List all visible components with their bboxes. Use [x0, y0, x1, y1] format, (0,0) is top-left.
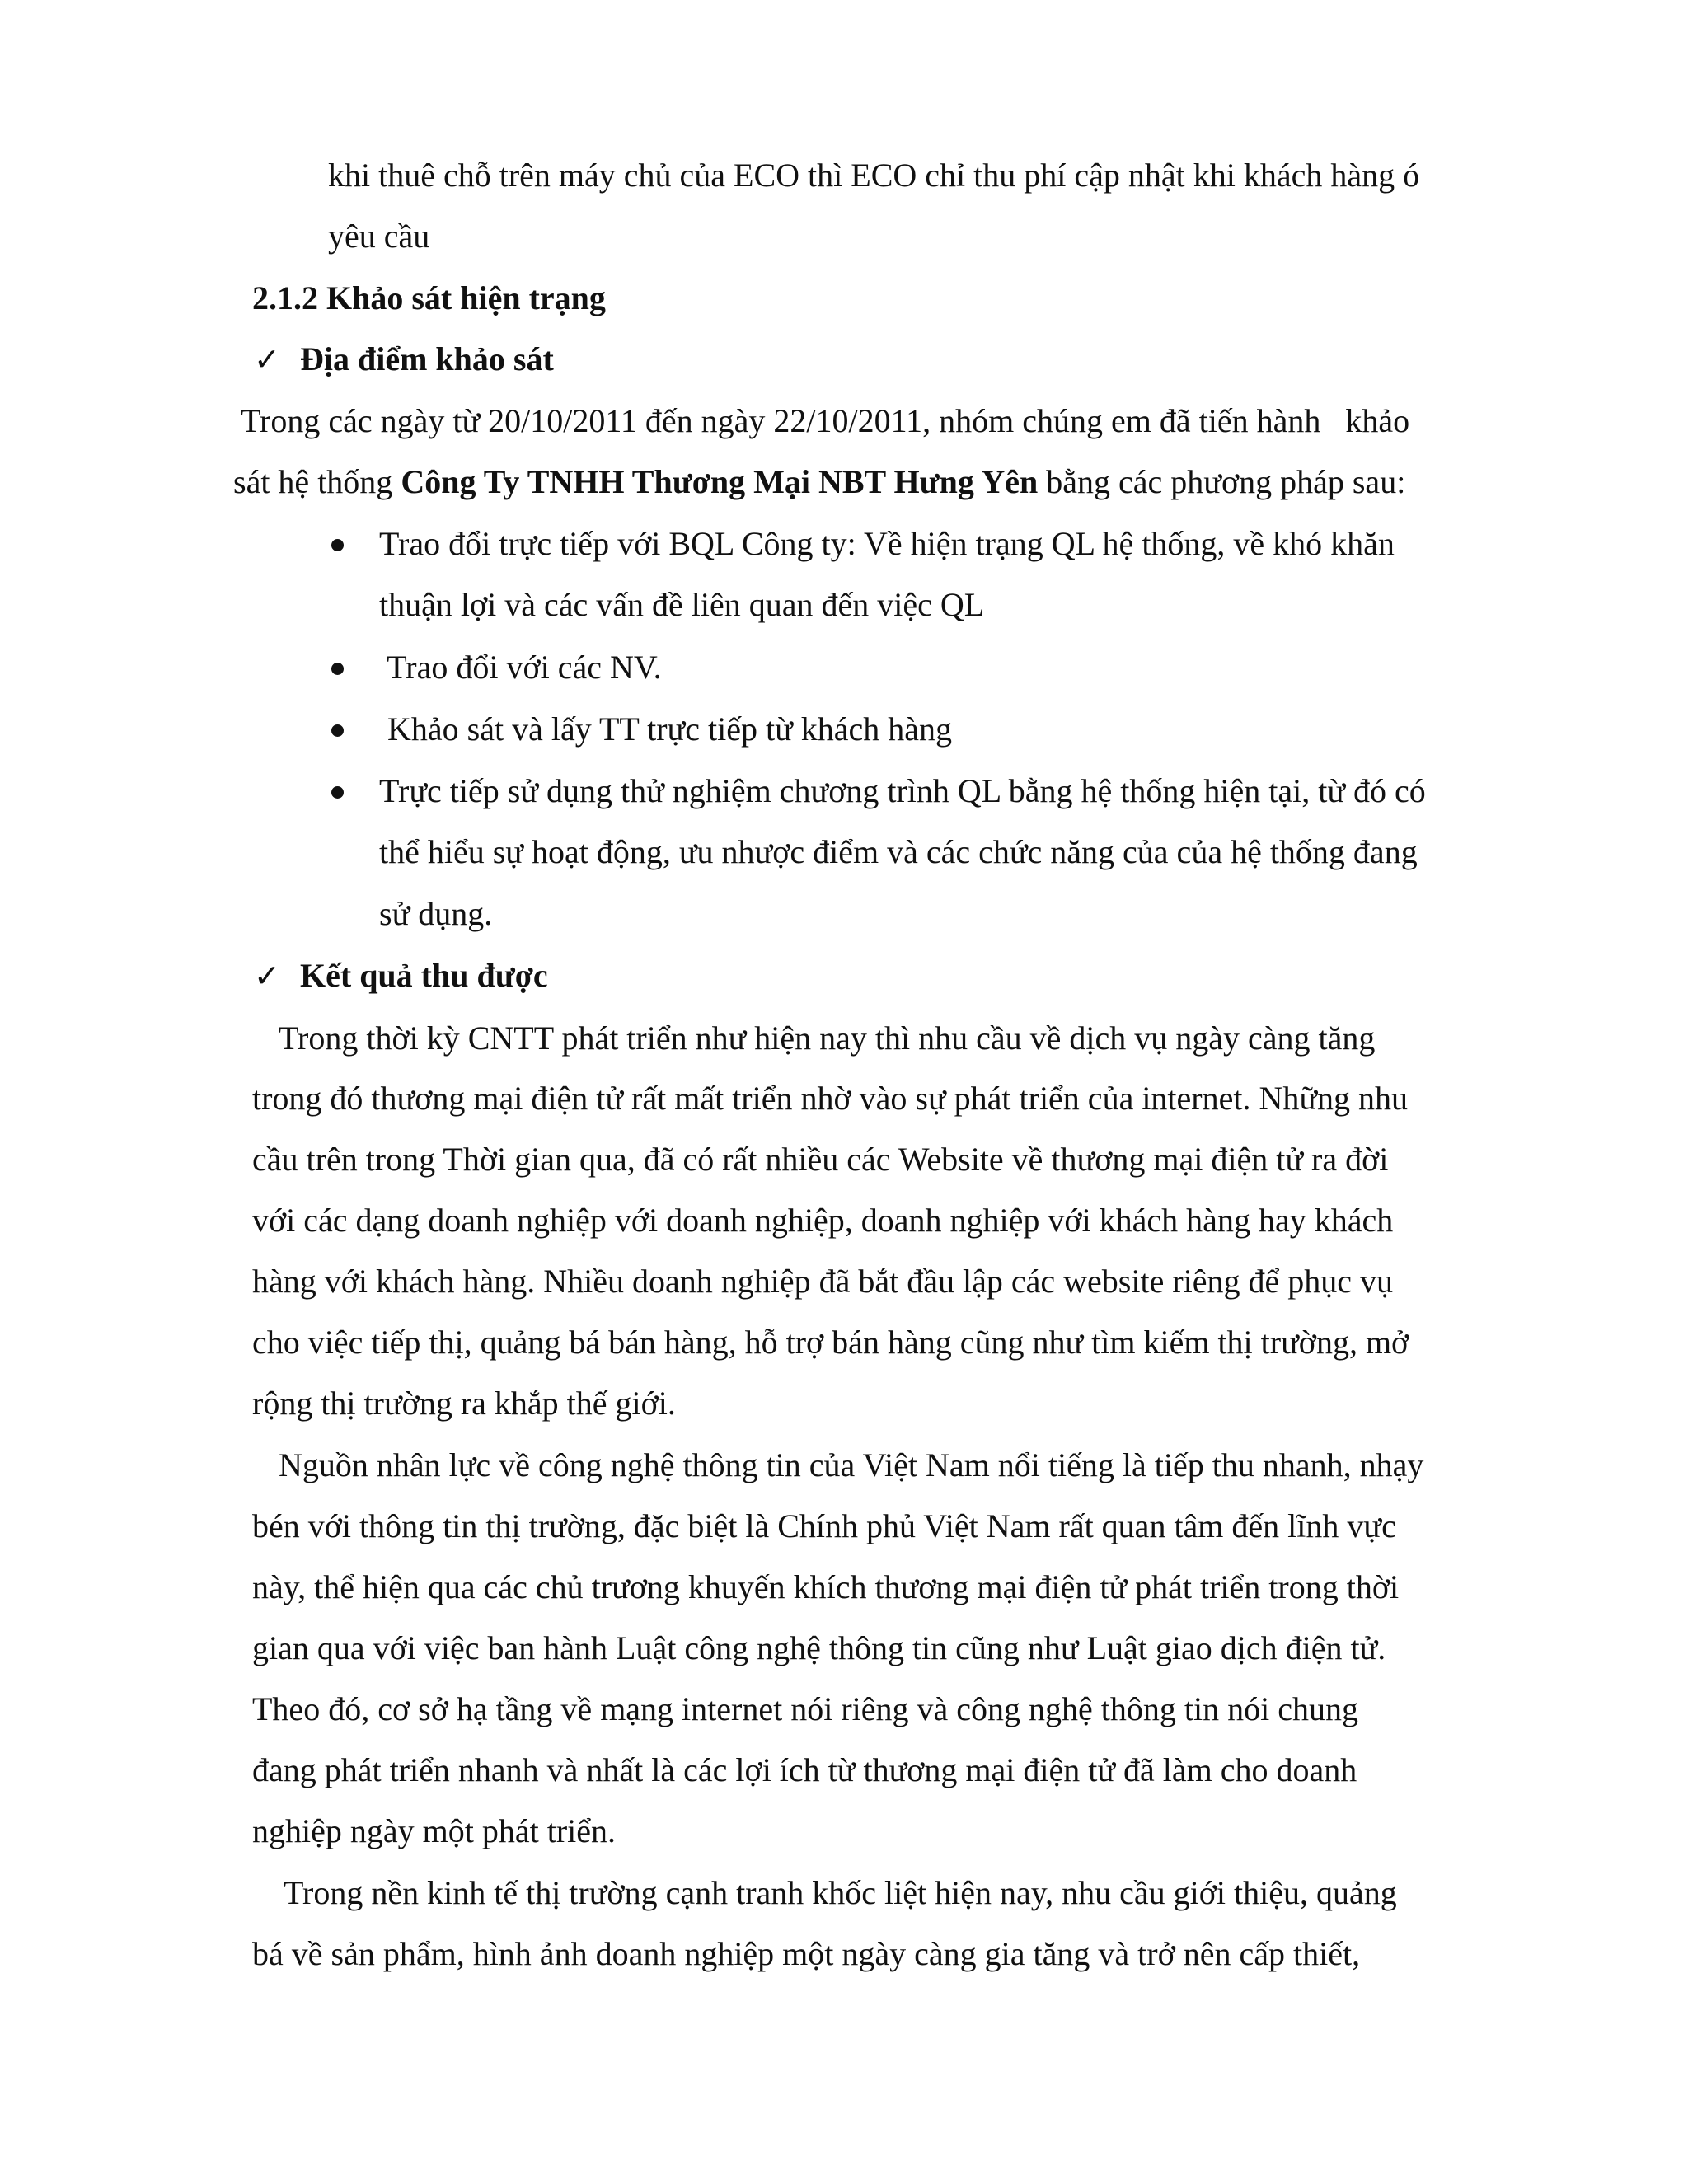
intro-continuation-line-1: khi thuê chỗ trên máy chủ của ECO thì ECO chỉ thu phí cập nhật khi khách hàng ó [328, 157, 1420, 194]
para2-line-2: bén với thông tin thị trường, đặc biệt là Chính phủ Việt Nam rất quan tâm đến lĩnh vực [252, 1507, 1396, 1544]
survey-text-1: Trong các ngày từ 20/10/2011 đến ngày 22/10/2011, nhóm chúng em đã tiến hành khảo [241, 402, 1410, 439]
survey-text-2b: bằng các phương pháp sau: [1038, 463, 1406, 500]
method-4-line-1: Trực tiếp sử dụng thử nghiệm chương trình QL bằng hệ thống hiện tại, từ đó có [379, 772, 1426, 809]
para1-line-6: cho việc tiếp thị, quảng bá bán hàng, hỗ trợ bán hàng cũng như tìm kiếm thị trường, mở [252, 1324, 1409, 1361]
para2-line-5: Theo đó, cơ sở hạ tầng về mạng internet nói riêng và công nghệ thông tin nói chung [252, 1690, 1358, 1727]
method-3-line-1: Khảo sát và lấy TT trực tiếp từ khách hàng [379, 710, 953, 748]
bullet-icon [331, 724, 344, 737]
method-1-line-1: Trao đổi trực tiếp với BQL Công ty: Về hiện trạng QL hệ thống, về khó khăn [379, 525, 1395, 562]
para1-line-1: Trong thời kỳ CNTT phát triển như hiện nay thì nhu cầu về dịch vụ ngày càng tăng [279, 1019, 1376, 1057]
para1-line-5: hàng với khách hàng. Nhiều doanh nghiệp đã bắt đầu lập các website riêng để phục vụ [252, 1263, 1394, 1300]
section-heading: 2.1.2 Khảo sát hiện trạng [252, 279, 606, 316]
survey-text-2a: sát hệ thống [233, 463, 401, 500]
para2-line-1: Nguồn nhân lực về công nghệ thông tin của Việt Nam nổi tiếng là tiếp thu nhanh, nhạy [279, 1446, 1424, 1483]
para2-line-4: gian qua với việc ban hành Luật công nghệ thông tin cũng như Luật giao dịch điện tử. [252, 1629, 1386, 1666]
method-4-line-2: thể hiểu sự hoạt động, ưu nhược điểm và các chức năng của của hệ thống đang [379, 833, 1418, 870]
para1-line-7: rộng thị trường ra khắp thế giới. [252, 1385, 676, 1422]
method-1-line-2: thuận lợi và các vấn đề liên quan đến việc QL [379, 586, 985, 623]
checkmark-icon: ✓ [254, 958, 280, 994]
method-4-line-3: sử dụng. [379, 895, 493, 932]
para1-line-2: trong đó thương mại điện tử rất mất triển nhờ vào sự phát triển của internet. Những nhu [252, 1080, 1409, 1117]
bullet-icon [331, 539, 344, 551]
survey-paragraph-line-1 [241, 401, 1409, 441]
subsection-title-location: Địa điểm khảo sát [300, 340, 554, 377]
company-name: Công Ty TNHH Thương Mại NBT Hưng Yên [401, 463, 1039, 500]
survey-paragraph-line-2 [233, 462, 1405, 502]
bullet-icon [331, 663, 344, 675]
para3-line-2: bá về sản phẩm, hình ảnh doanh nghiệp một ngày càng gia tăng và trở nên cấp thiết, [252, 1935, 1361, 1972]
para1-line-4: với các dạng doanh nghiệp với doanh nghiệp, doanh nghiệp với khách hàng hay khách [252, 1202, 1394, 1239]
para2-line-3: này, thể hiện qua các chủ trương khuyến khích thương mại điện tử phát triển trong thời [252, 1568, 1400, 1605]
checkmark-icon: ✓ [254, 341, 280, 377]
intro-continuation-line-2: yêu cầu [328, 218, 430, 255]
bullet-icon [331, 786, 344, 799]
para1-line-3: cầu trên trong Thời gian qua, đã có rất nhiều các Website về thương mại điện tử ra đời [252, 1141, 1389, 1178]
para2-line-7: nghiệp ngày một phát triển. [252, 1812, 617, 1849]
para2-line-6: đang phát triển nhanh và nhất là các lợi ích từ thương mại điện tử đã làm cho doanh [252, 1751, 1357, 1788]
para3-line-1: Trong nền kinh tế thị trường cạnh tranh khốc liệt hiện nay, nhu cầu giới thiệu, quảng [284, 1874, 1397, 1911]
subsection-title-results: Kết quả thu được [300, 957, 548, 994]
method-2-line-1: Trao đổi với các NV. [379, 649, 662, 686]
